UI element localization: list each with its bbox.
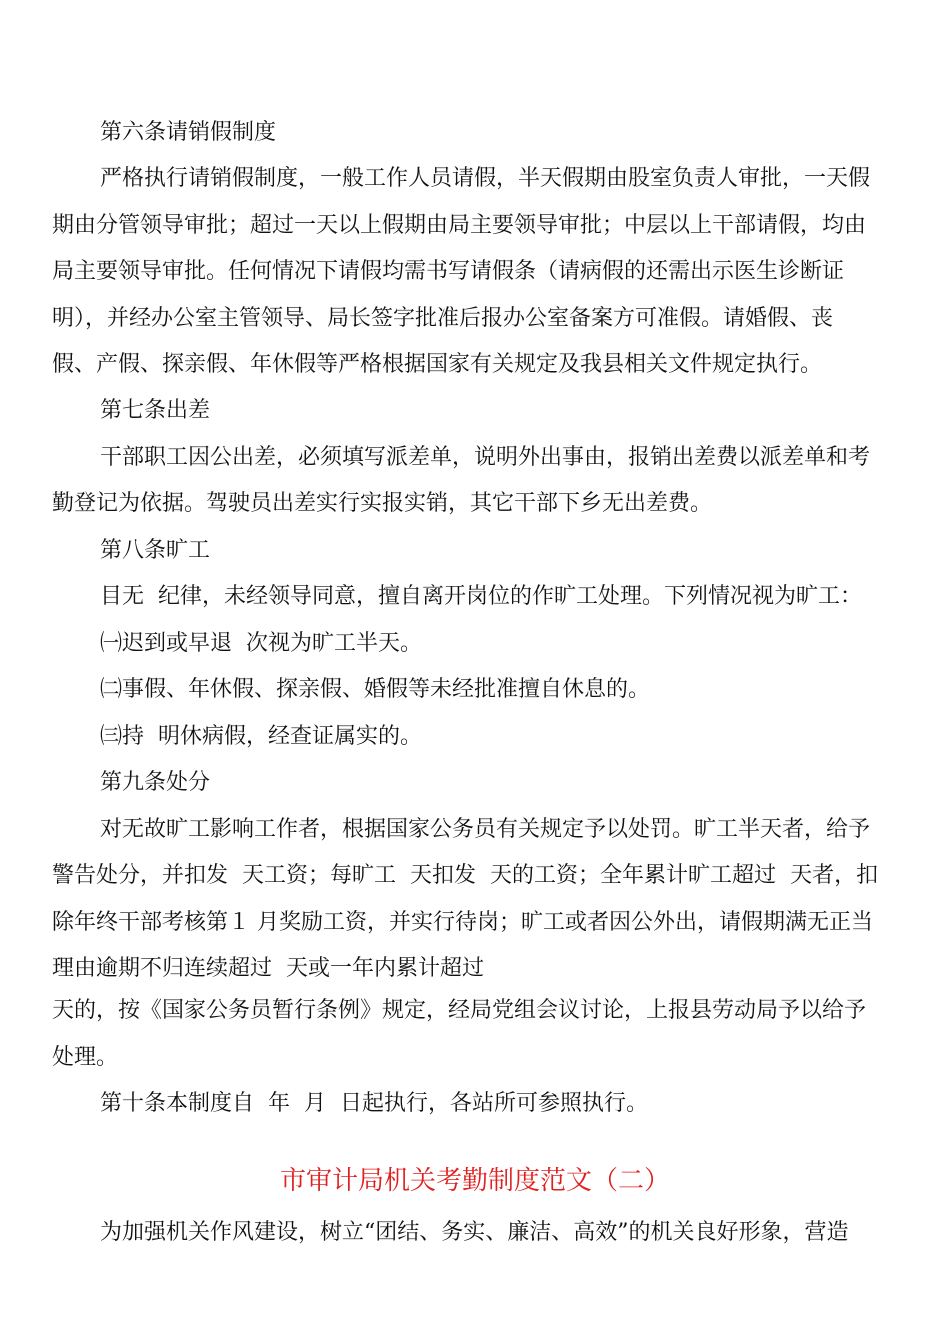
article8-item-3 (100, 722, 898, 752)
article6-paragraph-line: 假、产假、探亲假、年休假等严格根据国家有关规定及我县相关文件规定执行。 (52, 352, 823, 377)
article6-paragraph-line: 严格执行请销假制度，一般工作人员请假，半天假期由股室负责人审批，一天假 (100, 166, 871, 191)
article10-line (100, 1089, 898, 1119)
text-fragment: 天者，扣 (790, 863, 879, 888)
text-fragment: 理由逾期不归连续超过 (52, 956, 273, 981)
article6-paragraph-line: 明），并经办公室主管领导、局长签字批准后报办公室备案方可准假。请婚假、丧 (52, 306, 834, 331)
text-fragment: 警告处分，并扣发 (52, 863, 229, 888)
text-fragment: 目无 (100, 584, 145, 609)
text-fragment: 次视为旷工半天。 (246, 631, 423, 656)
article8-heading: 第八条旷工 (100, 538, 211, 563)
section2-paragraph-line: 为加强机关作风建设，树立“团结、务实、廉洁、高效”的机关良好形象，营造 (100, 1220, 849, 1245)
article9-paragraph-line (52, 861, 898, 891)
text-fragment: 天扣发 (410, 863, 477, 888)
article8-item-1 (100, 629, 898, 659)
text-fragment: ㈠迟到或早退 (100, 631, 233, 656)
article9-paragraph-line: 对无故旷工影响工作者，根据国家公务员有关规定予以处罚。旷工半天者，给予 (100, 817, 871, 842)
article9-heading: 第九条处分 (100, 770, 211, 795)
text-fragment: 月 (304, 1091, 327, 1116)
article9-paragraph-line (52, 954, 898, 984)
article7-paragraph-line: 勤登记为依据。驾驶员出差实行实报实销，其它干部下乡无出差费。 (52, 491, 713, 516)
text-fragment: 年 (268, 1091, 291, 1116)
article7-paragraph-line: 干部职工因公出差，必须填写派差单，说明外出事由，报销出差费以派差单和考 (100, 445, 871, 470)
article6-heading: 第六条请销假制度 (100, 120, 277, 145)
text-fragment: 明休病假，经查证属实的。 (158, 724, 423, 749)
article7-heading: 第七条出差 (100, 398, 211, 423)
article6-paragraph-line: 局主要领导审批。任何情况下请假均需书写请假条（请病假的还需出示医生诊断证 (52, 259, 845, 284)
text-fragment: 纪律，未经领导同意，擅自离开岗位的作旷工处理。下列情况视为旷工： (158, 584, 863, 609)
article9-paragraph-line: 天的，按《国家公务员暂行条例》规定，经局党组会议讨论，上报县劳动局予以给予 (52, 998, 867, 1023)
text-fragment: 天的工资；全年累计旷工超过 (490, 863, 777, 888)
text-fragment: ㈢持 (100, 724, 145, 749)
article9-paragraph-line: 处理。 (52, 1045, 119, 1070)
article6-paragraph-line: 期由分管领导审批；超过一天以上假期由局主要领导审批；中层以上干部请假，均由 (52, 213, 867, 238)
text-fragment: 日起执行，各站所可参照执行。 (340, 1091, 649, 1116)
article8-intro (100, 582, 898, 612)
text-fragment: 第十条本制度自 (100, 1091, 255, 1116)
text-fragment: 天工资；每旷工 (242, 863, 397, 888)
article9-paragraph-line: 除年终干部考核第１ 月奖励工资，并实行待岗；旷工或者因公外出，请假期满无正当 (52, 910, 873, 935)
section-title: 市审计局机关考勤制度范文（二） (279, 1166, 670, 1196)
text-fragment: 天或一年内累计超过 (286, 956, 485, 981)
article8-item-2: ㈡事假、年休假、探亲假、婚假等未经批准擅自休息的。 (100, 677, 651, 702)
